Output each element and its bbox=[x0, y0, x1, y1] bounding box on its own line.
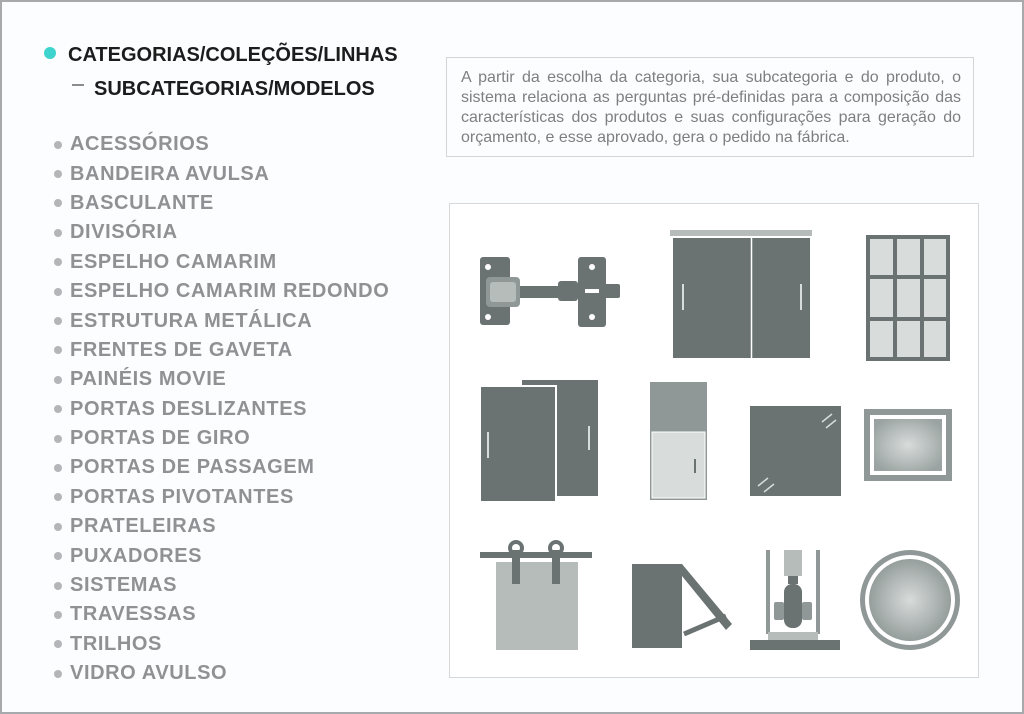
bullet-icon bbox=[54, 199, 62, 207]
category-dot-icon bbox=[44, 47, 56, 59]
bullet-icon bbox=[54, 346, 62, 354]
bullet-icon bbox=[54, 170, 62, 178]
list-item-divis-ria[interactable]: DIVISÓRIA bbox=[54, 218, 389, 247]
list-item-bandeira-avulsa[interactable]: BANDEIRA AVULSA bbox=[54, 159, 389, 188]
pivot-hardware-icon[interactable] bbox=[750, 550, 840, 650]
bullet-icon bbox=[54, 640, 62, 648]
description-text: A partir da escolha da categoria, sua subcategoria e do produto, o sistema relaciona as perguntas pré-definidas para a composição das características dos produtos e suas configurações para geração do orçamento, e esse aprovado, gera o pedido na fábrica. bbox=[461, 69, 961, 146]
list-item-sistemas[interactable]: SISTEMAS bbox=[54, 571, 389, 600]
list-item-espelho-camarim[interactable]: ESPELHO CAMARIM bbox=[54, 248, 389, 277]
list-item-trilhos[interactable]: TRILHOS bbox=[54, 630, 389, 659]
bullet-icon bbox=[54, 611, 62, 619]
bullet-icon bbox=[54, 493, 62, 501]
barn-door-icon[interactable] bbox=[480, 540, 592, 650]
list-item-pain-is-movie[interactable]: PAINÉIS MOVIE bbox=[54, 365, 389, 394]
pantry-door-icon[interactable] bbox=[650, 382, 707, 500]
bullet-icon bbox=[54, 670, 62, 678]
bullet-icon bbox=[54, 229, 62, 237]
bullet-icon bbox=[54, 464, 62, 472]
bullet-icon bbox=[54, 258, 62, 266]
subcategory-dash-icon bbox=[72, 84, 84, 86]
tilt-door-icon[interactable] bbox=[632, 564, 732, 648]
list-item-espelho-camarim-redondo[interactable]: ESPELHO CAMARIM REDONDO bbox=[54, 277, 389, 306]
glass-grid-panel-icon[interactable] bbox=[866, 235, 950, 361]
list-item-portas-de-passagem[interactable]: PORTAS DE PASSAGEM bbox=[54, 453, 389, 482]
bullet-icon bbox=[54, 141, 62, 149]
bullet-icon bbox=[54, 582, 62, 590]
bullet-icon bbox=[54, 317, 62, 325]
bullet-icon bbox=[54, 523, 62, 531]
list-item-puxadores[interactable]: PUXADORES bbox=[54, 541, 389, 570]
list-item-portas-de-giro[interactable]: PORTAS DE GIRO bbox=[54, 424, 389, 453]
hinge-icon[interactable] bbox=[480, 257, 620, 327]
legend-subcategory bbox=[72, 78, 375, 101]
bullet-icon bbox=[54, 288, 62, 296]
overlapping-doors-icon[interactable] bbox=[480, 380, 598, 502]
bullet-icon bbox=[54, 552, 62, 560]
legend-subcategory-label: SUBCATEGORIAS/MODELOS bbox=[94, 78, 375, 100]
sliding-wardrobe-icon[interactable] bbox=[670, 230, 812, 358]
product-gallery bbox=[449, 203, 979, 678]
round-mirror-icon[interactable] bbox=[860, 550, 960, 650]
list-item-acess-rios[interactable]: ACESSÓRIOS bbox=[54, 130, 389, 159]
glass-sheet-icon[interactable] bbox=[750, 406, 841, 496]
list-item-prateleiras[interactable]: PRATELEIRAS bbox=[54, 512, 389, 541]
bullet-icon bbox=[54, 435, 62, 443]
description-box bbox=[446, 57, 974, 157]
list-item-vidro-avulso[interactable]: VIDRO AVULSO bbox=[54, 659, 389, 688]
list-item-estrutura-met-lica[interactable]: ESTRUTURA METÁLICA bbox=[54, 306, 389, 335]
legend-category bbox=[44, 44, 398, 67]
bullet-icon bbox=[54, 405, 62, 413]
product-gallery-svg bbox=[450, 204, 978, 677]
list-item-frentes-de-gaveta[interactable]: FRENTES DE GAVETA bbox=[54, 336, 389, 365]
legend-category-label: CATEGORIAS/COLEÇÕES/LINHAS bbox=[68, 44, 398, 66]
category-list bbox=[54, 130, 389, 688]
backlit-mirror-icon[interactable] bbox=[864, 409, 952, 481]
list-item-portas-pivotantes[interactable]: PORTAS PIVOTANTES bbox=[54, 483, 389, 512]
list-item-travessas[interactable]: TRAVESSAS bbox=[54, 600, 389, 629]
bullet-icon bbox=[54, 376, 62, 384]
list-item-portas-deslizantes[interactable]: PORTAS DESLIZANTES bbox=[54, 395, 389, 424]
list-item-basculante[interactable]: BASCULANTE bbox=[54, 189, 389, 218]
